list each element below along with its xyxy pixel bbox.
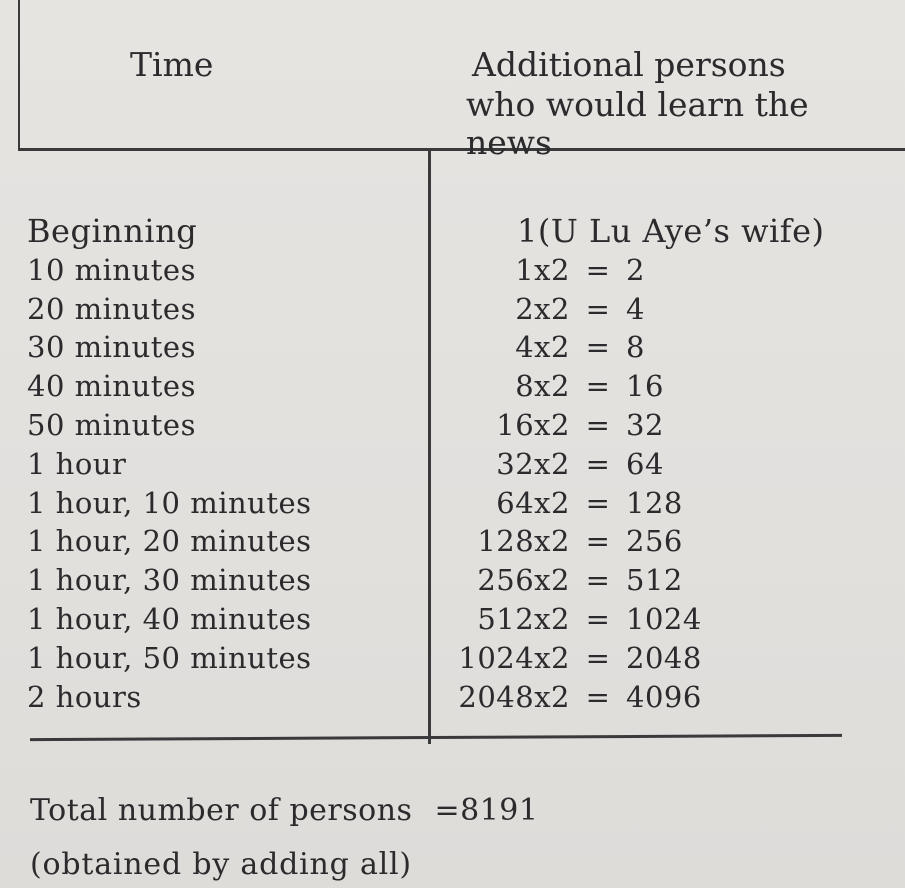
time-cell: 1 hour, 50 minutes: [27, 640, 312, 675]
multiplication: 128x2: [477, 524, 570, 559]
persons-row: [432, 639, 902, 678]
persons-row: [432, 600, 902, 639]
header-left-border: [18, 0, 20, 150]
column-divider: [428, 150, 431, 744]
equals-sign: =: [585, 330, 611, 365]
product: 2: [626, 252, 645, 287]
time-cell: 10 minutes: [27, 252, 196, 287]
time-cell: 2 hours: [27, 679, 142, 714]
multiplication: 8x2: [515, 369, 570, 404]
equals-sign: =: [585, 252, 611, 287]
total-value: =8191: [434, 793, 539, 828]
equals-sign: =: [585, 563, 611, 598]
multiplication: 4x2: [515, 330, 570, 365]
persons-cell: 1(U Lu Aye’s wife): [517, 212, 825, 250]
time-cell: Beginning: [27, 212, 198, 250]
product: 256: [626, 524, 683, 559]
equals-sign: =: [585, 446, 611, 481]
time-cell: 20 minutes: [27, 291, 196, 326]
equals-sign: =: [585, 369, 611, 404]
multiplication: 1x2: [515, 252, 570, 287]
multiplication: 512x2: [477, 601, 570, 636]
equals-sign: =: [585, 640, 611, 675]
multiplication: 16x2: [496, 407, 570, 442]
equals-sign: =: [585, 407, 611, 442]
product: 32: [626, 407, 664, 442]
multiplication: 32x2: [496, 446, 570, 481]
multiplication: 64x2: [496, 485, 570, 520]
persons-row: [432, 406, 902, 445]
equals-sign: =: [585, 601, 611, 636]
table-bottom-rule: [30, 734, 842, 741]
total-line: [30, 792, 538, 830]
equals-sign: =: [585, 679, 611, 714]
persons-column-header-line2: who would learn the news: [466, 85, 809, 162]
persons-row: [432, 522, 902, 561]
time-cell: 1 hour, 40 minutes: [27, 601, 312, 636]
multiplication: 2048x2: [458, 679, 570, 714]
time-cell: 1 hour, 30 minutes: [27, 563, 312, 598]
product: 1024: [626, 601, 702, 636]
persons-row: [432, 445, 902, 484]
persons-row: [432, 367, 902, 406]
persons-row: [432, 290, 902, 329]
product: 4096: [626, 679, 702, 714]
total-note: (obtained by adding all): [30, 847, 412, 882]
time-column: [27, 212, 427, 716]
product: 16: [626, 369, 664, 404]
product: 512: [626, 563, 683, 598]
time-cell: 40 minutes: [27, 369, 196, 404]
time-cell: 50 minutes: [27, 407, 196, 442]
multiplication: 256x2: [477, 563, 570, 598]
product: 8: [626, 330, 645, 365]
equals-sign: =: [585, 291, 611, 326]
persons-column-header-line1: Additional persons: [472, 45, 786, 84]
persons-row: [432, 561, 902, 600]
time-cell: 1 hour, 10 minutes: [27, 485, 312, 520]
multiplication: 1024x2: [458, 640, 570, 675]
persons-row: [432, 678, 902, 717]
multiplication: 2x2: [515, 291, 570, 326]
time-cell: 1 hour, 20 minutes: [27, 524, 312, 559]
equals-sign: =: [585, 524, 611, 559]
persons-row: [432, 484, 902, 523]
equals-sign: =: [585, 485, 611, 520]
product: 64: [626, 446, 664, 481]
persons-row: [432, 251, 902, 290]
time-column-header: Time: [130, 45, 214, 84]
product: 4: [626, 291, 645, 326]
product: 128: [626, 485, 683, 520]
time-cell: 1 hour: [27, 446, 127, 481]
persons-row: [432, 328, 902, 367]
total-label: Total number of persons: [30, 793, 413, 828]
persons-column: [432, 212, 902, 716]
product: 2048: [626, 640, 702, 675]
time-cell: 30 minutes: [27, 330, 196, 365]
